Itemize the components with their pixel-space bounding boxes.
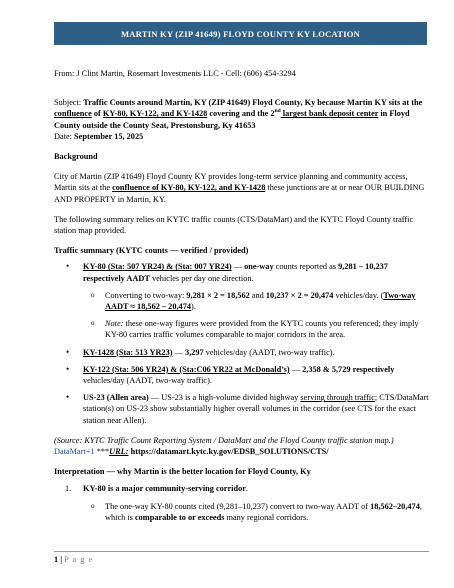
interpretation-heading: Interpretation — why Martin is the better location for Floyd County, Ky bbox=[54, 467, 311, 477]
source-note: (Source: KYTC Traffic Count Reporting System / DataMart and the Floyd County traffic station map.) DataMart+1 ***URL: https://datamart.kytc.ky.gov/EDSB_SOLUTIONS/CTS/ bbox=[54, 435, 394, 457]
source-url: https://datamart.kytc.ky.gov/EDSB_SOLUTIONS/CTS/ bbox=[128, 447, 329, 457]
sub-list bbox=[83, 290, 429, 341]
date-label: Date: bbox=[54, 131, 75, 141]
sub-list bbox=[83, 501, 429, 523]
interpretation-list bbox=[54, 483, 429, 523]
background-paragraph-2: The following summary relies on KYTC traffic counts (CTS/DataMart) and the KYTC Floyd County traffic station map provided. bbox=[54, 214, 414, 236]
subject-paragraph: Subject: Traffic Counts around Martin, KY (ZIP 41649) Floyd County, Ky because Martin KY sits at the confluence of KY-80, KY-122, and KY-1428 covering and the 2nd largest bank deposit center in Floyd County outside the County Seat, Prestonsburg, Ky 41653 Date: September 15, 2025 bbox=[54, 98, 423, 141]
date-value: September 15, 2025 bbox=[74, 131, 144, 141]
banner-title: MARTIN KY (ZIP 41649) FLOYD COUNTY KY LOCATION bbox=[120, 28, 361, 39]
list-item: 1. KY-80 is a major community-serving corridor. o The one-way KY-80 counts cited (9,281–10,237) convert to two-way AADT of 18,562–20,474, which is comparable to or exceeds many regional corridors. bbox=[83, 483, 429, 523]
traffic-heading: Traffic summary (KYTC counts — verified / provided) bbox=[54, 246, 249, 256]
traffic-list bbox=[54, 261, 429, 425]
list-item: • KY-122 (Sta: 506 YR24) & (Sta:C06 YR22 at McDonald’s) — 2,358 & 5,729 respectively vehicles/day (AADT, two-way traffic). bbox=[83, 364, 429, 386]
sub-list-item: o Note: these one-way figures were provided from the KYTC counts you referenced; they imply KY-80 carries traffic volumes comparable to major corridors in the area. bbox=[105, 318, 429, 340]
title-banner bbox=[54, 22, 427, 45]
page-number: 1 bbox=[54, 555, 59, 564]
from-line: From: J Clint Martin, Rosemart Investments LLC - Cell: (606) 454-3294 bbox=[54, 69, 296, 78]
page-label: P a g e bbox=[64, 555, 94, 564]
background-paragraph-1: City of Martin (ZIP 41649) Floyd County KY provides long-term service planning and community access, Martin sits at the confluence of KY-80, KY-122, and KY-1428 these junctions are at or near OUR BUILDING AND PROPERTY in Martin, KY. bbox=[54, 172, 425, 204]
footer-rule bbox=[54, 551, 429, 552]
list-item: • KY-1428 (Sta: 513 YR23) — 3,297 vehicles/day (AADT, two-way traffic). bbox=[83, 347, 429, 358]
letter-body bbox=[54, 68, 429, 523]
list-item: • US-23 (Allen area) — US-23 is a high-volume divided highway serving through traffic; CTS/DataMart station(s) on US-23 show substantially higher overall volumes in the corridor (see CTS for the exact station near Allen). bbox=[83, 392, 429, 426]
list-item: • KY-80 (Sta: 507 YR24) & (Sta: 007 YR24) — one-way counts reported as 9,281 – 10,237 respectively AADT vehicles per day one direction. o Converting to two-way: 9,281 × 2 = 18,562 and 10,237 × 2 = 20,474 vehicles/day. (Two-way AADT ≈ 18,562 – 20,474). o Note: these one-way figures were provided from the KYTC counts you referenced; they imply KY-80 carries traffic volumes comparable to major corridors in the area. bbox=[83, 261, 429, 340]
sub-list-item: o Converting to two-way: 9,281 × 2 = 18,562 and 10,237 × 2 = 20,474 vehicles/day. (Two-way AADT ≈ 18,562 – 20,474). bbox=[105, 290, 429, 312]
datamart-link[interactable]: DataMart+1 bbox=[54, 447, 95, 457]
sub-list-item: o The one-way KY-80 counts cited (9,281–10,237) convert to two-way AADT of 18,562–20,474, which is comparable to or exceeds many regional corridors. bbox=[105, 501, 429, 523]
page-footer: 1 | P a g e bbox=[54, 555, 94, 564]
background-heading: Background bbox=[54, 152, 98, 162]
